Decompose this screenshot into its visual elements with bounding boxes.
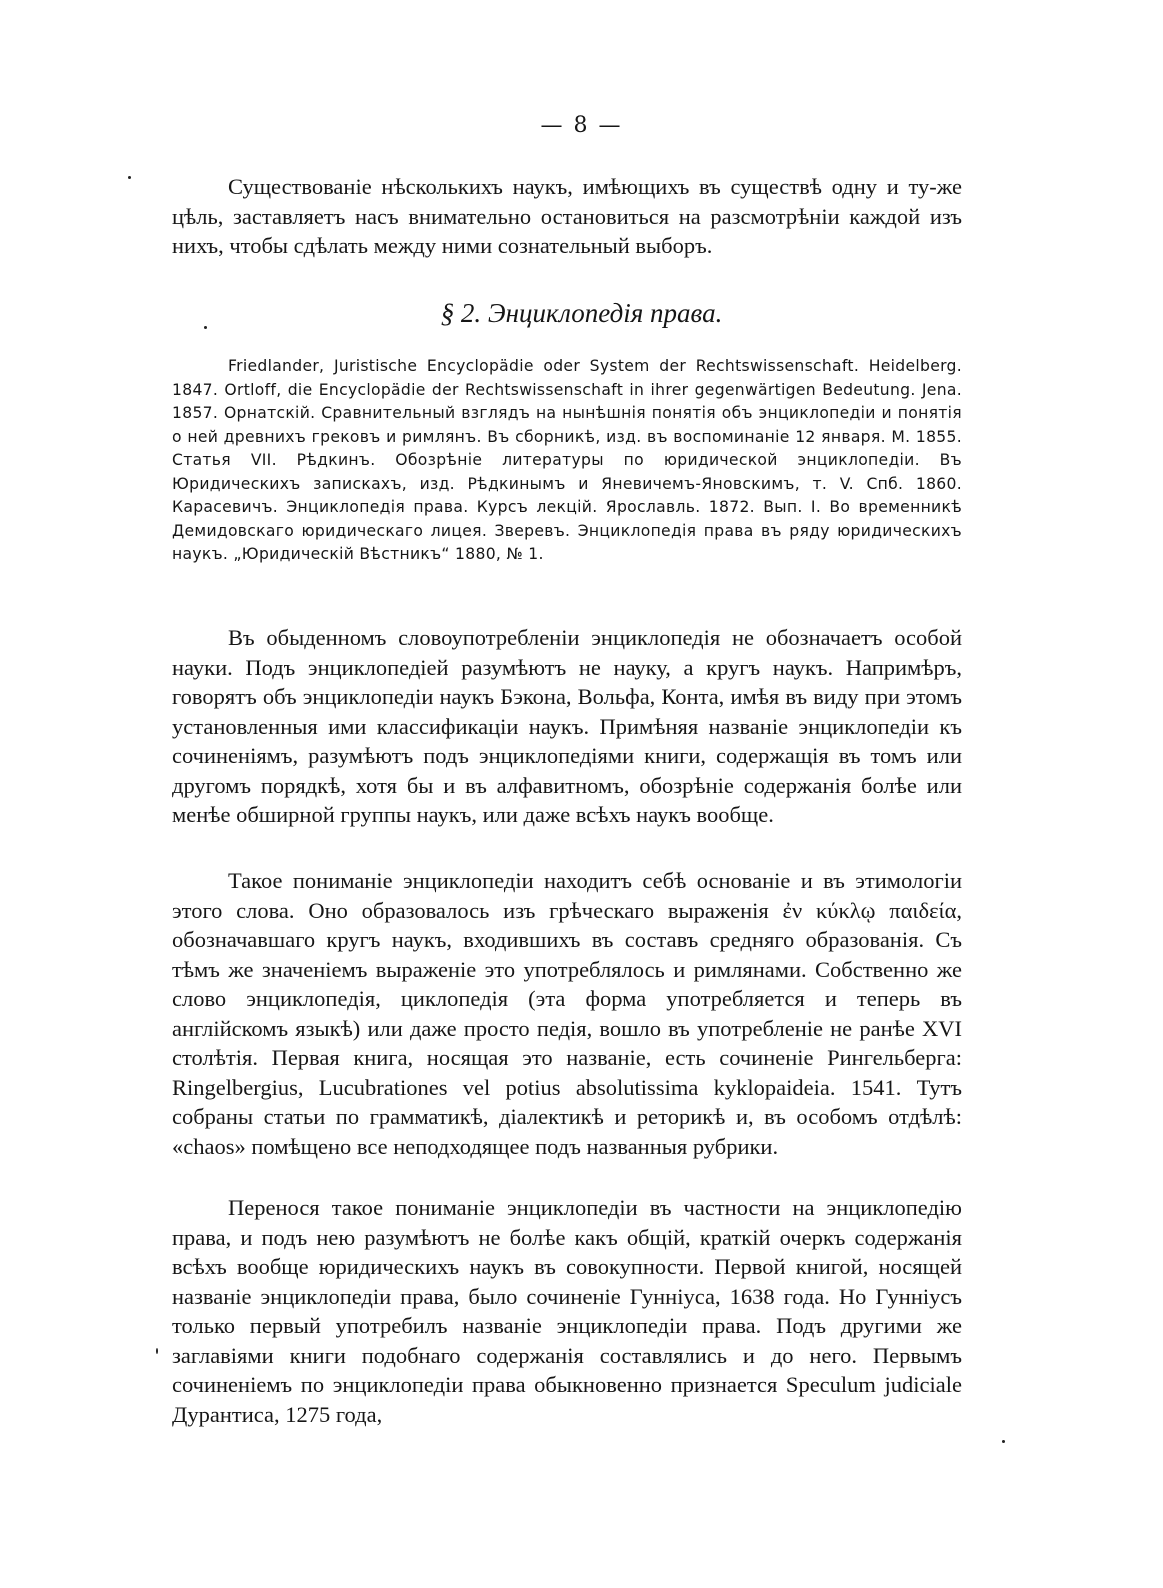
section-heading: § 2. Энциклопедія права. — [440, 298, 723, 328]
page-number: — 8 — — [540, 113, 623, 138]
paragraph-intro: Существованіе нѣсколькихъ наукъ, имѣющихъ въ существѣ одну и ту-же цѣль, заставляетъ насъ внимательно остановиться на разсмотрѣніи каждой изъ нихъ, чтобы сдѣлать между ними сознательный выборъ. — [172, 174, 962, 258]
paragraph-encyclopedia-meaning: Въ обыденномъ словоупотребленіи энциклопедія не обозначаетъ особой науки. Подъ энциклопедіей разумѣютъ не науку, а кругъ наукъ. Напримѣръ, говорятъ объ энциклопедіи наукъ Бэкона, Вольфа, Конта, имѣя въ виду при этомъ установленныя ими классификаціи наукъ. Примѣняя названіе энциклопедіи къ сочиненіямъ, разумѣютъ подъ энциклопедіями книги, содержащія въ томъ или другомъ порядкѣ, хотя бы и въ алфавитномъ, обозрѣніе содержанія болѣе или менѣе обширной группы наукъ, или даже всѣхъ наукъ вообще. — [172, 625, 962, 827]
scan-speck — [1002, 1440, 1005, 1443]
scan-speck — [128, 176, 131, 179]
bibliography-references: Friedlander, Juristische Encyclopädie oder System der Rechtswissenschaft. Heidelberg. 1847. Ortloff, die Encyclopädie der Rechtswissenschaft in ihrer gegenwärtigen Bedeutung. Jena. 1857. Орнатскій. Сравнительный взглядъ на нынѣшнія понятія объ энциклопедіи и понятія о ней древнихъ грековъ и римлянъ. Въ сборникѣ, изд. въ воспоминаніе 12 января. М. 1855. Статья VII. Рѣдкинъ. Обозрѣніе литературы по юридической энциклопедіи. Въ Юридическихъ запискахъ, изд. Рѣдкинымъ и Яневичемъ-Яновскимъ, т. V. Спб. 1860. Карасевичъ. Энциклопедія права. Курсъ лекцій. Ярославль. 1872. Вып. I. Во временникѣ Демидовскаго юридическаго лицея. Зверевъ. Энциклопедія права въ ряду юридическихъ наукъ. „Юридическій Вѣстникъ“ 1880, № 1. — [172, 357, 962, 563]
scan-speck — [204, 326, 207, 329]
scan-speck — [156, 1348, 158, 1354]
paragraph-encyclopedia-of-law: Перенося такое пониманіе энциклопедіи въ частности на энциклопедію права, и подъ нею разумѣютъ не болѣе какъ общій, краткій очеркъ содержанія всѣхъ вообще юридическихъ наукъ въ совокупности. Первой книгой, носящей названіе энциклопедіи права, было сочиненіе Гунніуса, 1638 года. Но Гунніусъ только первый употребилъ названіе энциклопедіи права. Подъ другими же заглавіями книги подобнаго содержанія составлялись и до него. Первымъ сочиненіемъ по энциклопедіи права обыкновенно признается Speculum judiciale Дурантиса, 1275 года, — [172, 1195, 962, 1427]
paragraph-etymology: Такое пониманіе энциклопедіи находитъ себѣ основаніе и въ этимологіи этого слова. Оно образовалось изъ грѣческаго выраженія ἐν κύκλῳ παιδεία, обозначавшаго кругъ наукъ, входившихъ въ составъ средняго образованія. Съ тѣмъ же значеніемъ выраженіе это употреблялось и римлянами. Собственно же слово энциклопедія, циклопедія (эта форма употребляется и теперь въ англійскомъ языкѣ) или даже просто педія, вошло въ употребленіе не ранѣе XVI столѣтія. Первая книга, носящая это названіе, есть сочиненіе Рингельберга: Ringelbergius, Lucubrationes vel potius absolutissima kyklopaideia. 1541. Тутъ собраны статьи по грамматикѣ, діалектикѣ и реторикѣ и, въ особомъ отдѣлѣ: «chaos» помѣщено все неподходящее подъ названныя рубрики. — [172, 868, 962, 1159]
